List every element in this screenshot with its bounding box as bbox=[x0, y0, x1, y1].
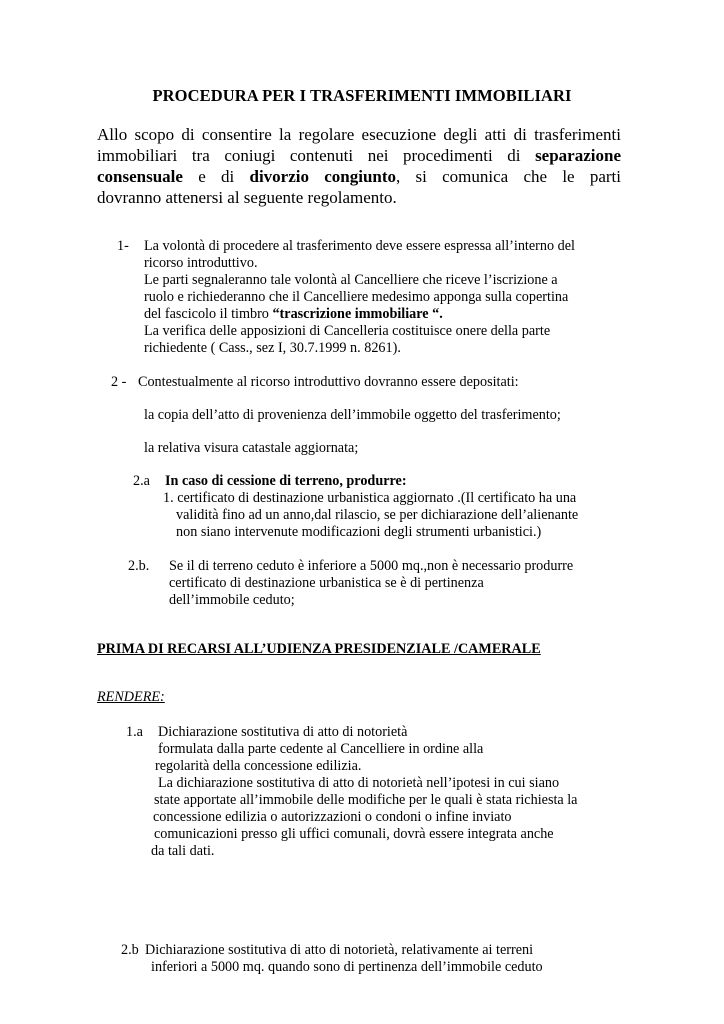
item-2-sub-1: la copia dell’atto di provenienza dell’immobile oggetto del trasferimento; bbox=[144, 407, 561, 423]
item-1-line: ricorso introduttivo. bbox=[144, 255, 258, 271]
intro-text: e di bbox=[182, 167, 250, 186]
item-1-text: del fascicolo il timbro bbox=[144, 306, 273, 322]
r2b-line: Dichiarazione sostitutiva di atto di notorietà, relativamente ai terreni bbox=[145, 942, 534, 958]
r1a-line: concessione edilizia o autorizzazioni o condoni o infine inviato bbox=[153, 809, 512, 825]
intro-bold-divorzio: divorzio congiunto bbox=[249, 167, 397, 186]
r2b-number: 2.b bbox=[121, 942, 139, 958]
page-title: PROCEDURA PER I TRASFERIMENTI IMMOBILIARI bbox=[152, 86, 572, 105]
r1a-line: Dichiarazione sostitutiva di atto di notorietà bbox=[158, 724, 408, 740]
item-2a-heading: In caso di cessione di terreno, produrre: bbox=[165, 473, 407, 489]
r1a-line: da tali dati. bbox=[151, 843, 215, 859]
intro-line-1: Allo scopo di consentire la regolare esecuzione degli atti di trasferimenti bbox=[97, 125, 621, 144]
item-1-line: La verifica delle apposizioni di Cancelleria costituisce onere della parte bbox=[144, 323, 551, 339]
intro-bold-consensuale: consensuale bbox=[97, 167, 183, 186]
r1a-number: 1.a bbox=[126, 724, 143, 740]
item-2b-number: 2.b. bbox=[128, 558, 150, 574]
item-2a-line: 1. certificato di destinazione urbanistica aggiornato .(Il certificato ha una bbox=[163, 490, 577, 506]
r1a-line: La dichiarazione sostitutiva di atto di notorietà nell’ipotesi in cui siano bbox=[158, 775, 560, 791]
item-1-line: richiedente ( Cass., sez I, 30.7.1999 n. 8261). bbox=[144, 340, 401, 356]
item-2-number: 2 - bbox=[111, 374, 127, 390]
item-2a-number: 2.a bbox=[133, 473, 150, 489]
item-2b-line: certificato di destinazione urbanistica se è di pertinenza bbox=[169, 575, 484, 591]
intro-bold-separazione: separazione bbox=[535, 146, 621, 165]
intro-text: immobiliari tra coniugi contenuti nei procedimenti di bbox=[97, 146, 536, 165]
intro-line-4: dovranno attenersi al seguente regolamento. bbox=[97, 188, 397, 207]
item-1-line: Le parti segnaleranno tale volontà al Cancelliere che riceve l’iscrizione a bbox=[144, 272, 558, 288]
item-1-stamp-label: “trascrizione immobiliare “. bbox=[272, 306, 443, 322]
intro-text: , si comunica che le parti bbox=[396, 167, 621, 186]
item-2-sub-2: la relativa visura catastale aggiornata; bbox=[144, 440, 359, 456]
item-2a-line: non siano intervenute modificazioni degli strumenti urbanistici.) bbox=[176, 524, 542, 540]
item-2a-line: validità fino ad un anno,dal rilascio, se per dichiarazione dell’alienante bbox=[176, 507, 579, 523]
r1a-line: formulata dalla parte cedente al Cancelliere in ordine alla bbox=[158, 741, 484, 757]
item-1-line bbox=[144, 306, 443, 323]
item-2b-line: dell’immobile ceduto; bbox=[169, 592, 295, 608]
item-1-line: ruolo e richiederanno che il Cancelliere medesimo apponga sulla copertina bbox=[144, 289, 569, 305]
r2b-line: inferiori a 5000 mq. quando sono di pertinenza dell’immobile ceduto bbox=[151, 959, 543, 975]
intro-line-3 bbox=[97, 166, 621, 187]
rendere-label: RENDERE: bbox=[97, 689, 165, 705]
r1a-line: regolarità della concessione edilizia. bbox=[155, 758, 362, 774]
r1a-line: state apportate all’immobile delle modifiche per le quali è stata richiesta la bbox=[154, 792, 578, 808]
r1a-line: comunicazioni presso gli uffici comunali, dovrà essere integrata anche bbox=[154, 826, 554, 842]
item-2b-line: Se il di terreno ceduto è inferiore a 5000 mq.,non è necessario produrre bbox=[169, 558, 574, 574]
section-heading: PRIMA DI RECARSI ALL’UDIENZA PRESIDENZIALE /CAMERALE bbox=[97, 641, 541, 657]
item-1-number: 1- bbox=[117, 238, 129, 254]
intro-line-2 bbox=[97, 145, 621, 166]
item-2-line: Contestualmente al ricorso introduttivo dovranno essere depositati: bbox=[138, 374, 519, 390]
item-1-line: La volontà di procedere al trasferimento deve essere espressa all’interno del bbox=[144, 238, 575, 254]
